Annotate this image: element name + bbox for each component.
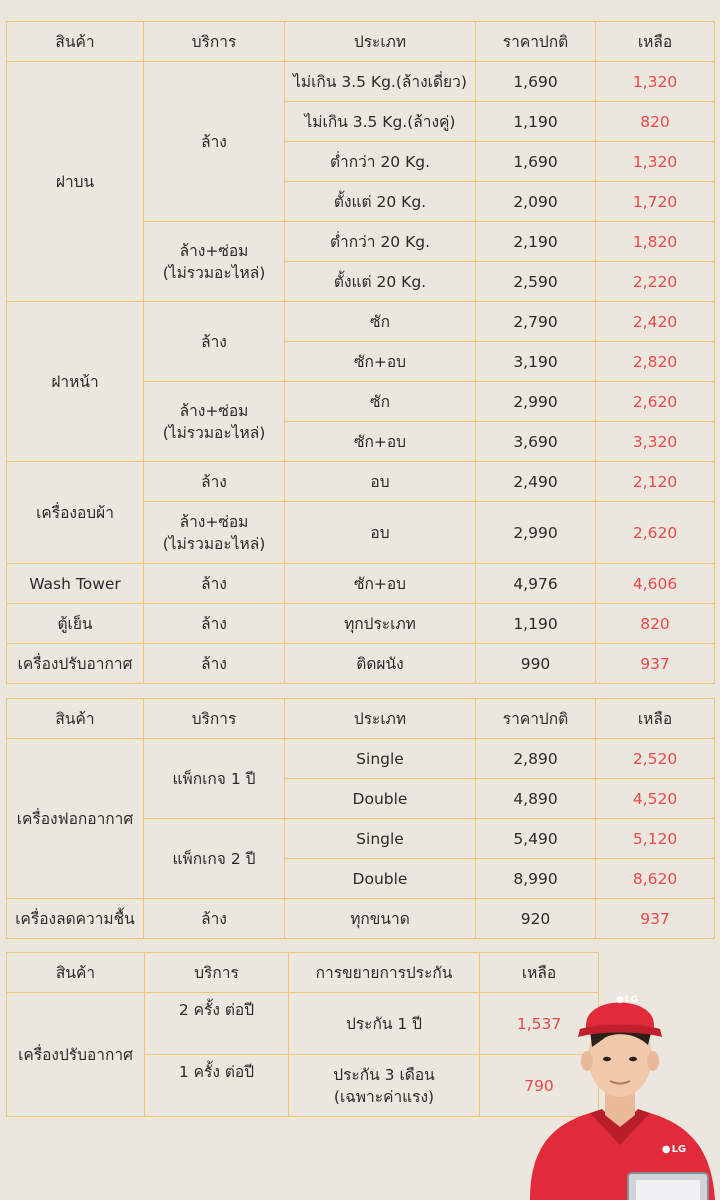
lg-technician-image <box>520 985 720 1200</box>
remaining-price-cell: 4,520 <box>596 779 715 819</box>
service-wash: ล้าง <box>144 899 285 939</box>
logo-icon: ● <box>661 1144 671 1155</box>
service-wash-repair-note: (ไม่รวมอะไหล่) <box>162 534 266 553</box>
normal-price-cell: 1,690 <box>476 142 596 182</box>
table-header-row <box>7 953 599 993</box>
type-cell: ซัก <box>285 382 476 422</box>
table-row <box>7 302 715 342</box>
table-header-row <box>7 699 715 739</box>
table-row <box>7 604 715 644</box>
normal-price-cell: 2,190 <box>476 222 596 262</box>
remaining-price-cell: 2,620 <box>596 502 715 564</box>
header-normal-price: ราคาปกติ <box>476 22 596 62</box>
group-top-load: ฝาบน <box>7 62 144 302</box>
type-cell: ไม่เกิน 3.5 Kg.(ล้างเดี่ยว) <box>285 62 476 102</box>
type-cell: อบ <box>285 502 476 564</box>
table-row <box>7 564 715 604</box>
type-cell: Single <box>285 739 476 779</box>
remaining-price-cell: 1,320 <box>596 62 715 102</box>
service-package-1y: แพ็กเกจ 1 ปี <box>144 739 285 819</box>
group-aircon: เครื่องปรับอากาศ <box>7 993 145 1117</box>
type-cell: ตั้งแต่ 20 Kg. <box>285 182 476 222</box>
service-wash: ล้าง <box>144 302 285 382</box>
remaining-price-cell: 937 <box>596 899 715 939</box>
normal-price-cell: 2,990 <box>476 502 596 564</box>
type-cell: ซัก+อบ <box>285 564 476 604</box>
type-cell: ทุกขนาด <box>285 899 476 939</box>
lg-logo-cap <box>612 993 642 1007</box>
warranty-label: ประกัน 3 เดือน <box>333 1065 435 1084</box>
remaining-price-cell: 1,320 <box>596 142 715 182</box>
group-dryer: เครื่องอบผ้า <box>7 462 144 564</box>
table-row <box>7 739 715 779</box>
normal-price-cell: 990 <box>476 644 596 684</box>
service-frequency-cell: 2 ครั้ง ต่อปี <box>145 993 289 1055</box>
remaining-price-cell: 4,606 <box>596 564 715 604</box>
header-product: สินค้า <box>7 699 144 739</box>
remaining-price-cell: 2,820 <box>596 342 715 382</box>
group-wash-tower: Wash Tower <box>7 564 144 604</box>
header-type: ประเภท <box>285 22 476 62</box>
normal-price-cell: 2,090 <box>476 182 596 222</box>
normal-price-cell: 2,590 <box>476 262 596 302</box>
remaining-price-cell: 820 <box>596 604 715 644</box>
remaining-price-cell: 1,820 <box>596 222 715 262</box>
service-wash-repair <box>144 222 285 302</box>
normal-price-cell: 1,190 <box>476 604 596 644</box>
service-wash-repair-label: ล้าง+ซ่อม <box>179 241 249 260</box>
service-wash-repair-note: (ไม่รวมอะไหล่) <box>162 423 266 442</box>
service-wash: ล้าง <box>144 644 285 684</box>
remaining-price-cell: 2,120 <box>596 462 715 502</box>
header-remaining-price: เหลือ <box>596 22 715 62</box>
remaining-price-cell: 1,720 <box>596 182 715 222</box>
table-row <box>7 462 715 502</box>
header-warranty-extension: การขยายการประกัน <box>289 953 480 993</box>
remaining-price-cell: 8,620 <box>596 859 715 899</box>
type-cell: Single <box>285 819 476 859</box>
normal-price-cell: 2,890 <box>476 739 596 779</box>
type-cell: ไม่เกิน 3.5 Kg.(ล้างคู่) <box>285 102 476 142</box>
group-air-purifier: เครื่องฟอกอากาศ <box>7 739 144 899</box>
normal-price-cell: 4,976 <box>476 564 596 604</box>
group-aircon: เครื่องปรับอากาศ <box>7 644 144 684</box>
header-product: สินค้า <box>7 22 144 62</box>
normal-price-cell: 3,690 <box>476 422 596 462</box>
type-cell: ซัก+อบ <box>285 342 476 382</box>
header-normal-price: ราคาปกติ <box>476 699 596 739</box>
header-service: บริการ <box>144 699 285 739</box>
normal-price-cell: 5,490 <box>476 819 596 859</box>
type-cell: อบ <box>285 462 476 502</box>
service-wash: ล้าง <box>144 462 285 502</box>
logo-text: LG <box>624 995 638 1005</box>
service-wash: ล้าง <box>144 604 285 644</box>
service-price-table-1 <box>6 21 715 684</box>
normal-price-cell: 920 <box>476 899 596 939</box>
normal-price-cell: 4,890 <box>476 779 596 819</box>
group-dehumidifier: เครื่องลดความชื้น <box>7 899 144 939</box>
service-wash-repair-note: (ไม่รวมอะไหล่) <box>162 263 266 282</box>
normal-price-cell: 2,990 <box>476 382 596 422</box>
table-row <box>7 993 599 1055</box>
table-header-row <box>7 22 715 62</box>
table-row <box>7 899 715 939</box>
service-wash: ล้าง <box>144 62 285 222</box>
type-cell: ซัก+อบ <box>285 422 476 462</box>
logo-text: LG <box>671 1144 687 1155</box>
warranty-extension-table <box>6 952 599 1117</box>
lg-logo-shirt <box>656 1143 692 1157</box>
table-row <box>7 62 715 102</box>
type-cell: Double <box>285 779 476 819</box>
service-wash-repair <box>144 382 285 462</box>
normal-price-cell: 8,990 <box>476 859 596 899</box>
remaining-price-cell: 2,220 <box>596 262 715 302</box>
logo-icon: ● <box>616 995 624 1005</box>
type-cell: Double <box>285 859 476 899</box>
remaining-price-cell: 790 <box>480 1055 599 1117</box>
warranty-cell: ประกัน 1 ปี <box>289 993 480 1055</box>
remaining-price-cell: 2,420 <box>596 302 715 342</box>
warranty-note: (เฉพาะค่าแรง) <box>333 1087 435 1106</box>
service-wash: ล้าง <box>144 564 285 604</box>
type-cell: ซัก <box>285 302 476 342</box>
header-service: บริการ <box>144 22 285 62</box>
header-remaining-price: เหลือ <box>480 953 599 993</box>
group-front-load: ฝาหน้า <box>7 302 144 462</box>
service-wash-repair-label: ล้าง+ซ่อม <box>179 401 249 420</box>
remaining-price-cell: 5,120 <box>596 819 715 859</box>
type-cell: ต่ำกว่า 20 Kg. <box>285 222 476 262</box>
normal-price-cell: 3,190 <box>476 342 596 382</box>
normal-price-cell: 1,190 <box>476 102 596 142</box>
warranty-cell <box>289 1055 480 1117</box>
normal-price-cell: 2,490 <box>476 462 596 502</box>
service-frequency-cell: 1 ครั้ง ต่อปี <box>145 1055 289 1117</box>
header-service: บริการ <box>145 953 289 993</box>
table-row <box>7 644 715 684</box>
type-cell: ต่ำกว่า 20 Kg. <box>285 142 476 182</box>
service-package-2y: แพ็กเกจ 2 ปี <box>144 819 285 899</box>
remaining-price-cell: 2,620 <box>596 382 715 422</box>
normal-price-cell: 1,690 <box>476 62 596 102</box>
type-cell: ติดผนัง <box>285 644 476 684</box>
remaining-price-cell: 3,320 <box>596 422 715 462</box>
type-cell: ทุกประเภท <box>285 604 476 644</box>
header-remaining-price: เหลือ <box>596 699 715 739</box>
remaining-price-cell: 937 <box>596 644 715 684</box>
group-fridge: ตู้เย็น <box>7 604 144 644</box>
header-type: ประเภท <box>285 699 476 739</box>
service-wash-repair <box>144 502 285 564</box>
service-wash-repair-label: ล้าง+ซ่อม <box>179 512 249 531</box>
normal-price-cell: 2,790 <box>476 302 596 342</box>
remaining-price-cell: 2,520 <box>596 739 715 779</box>
remaining-price-cell: 1,537 <box>480 993 599 1055</box>
remaining-price-cell: 820 <box>596 102 715 142</box>
header-product: สินค้า <box>7 953 145 993</box>
service-price-table-2 <box>6 698 715 939</box>
type-cell: ตั้งแต่ 20 Kg. <box>285 262 476 302</box>
